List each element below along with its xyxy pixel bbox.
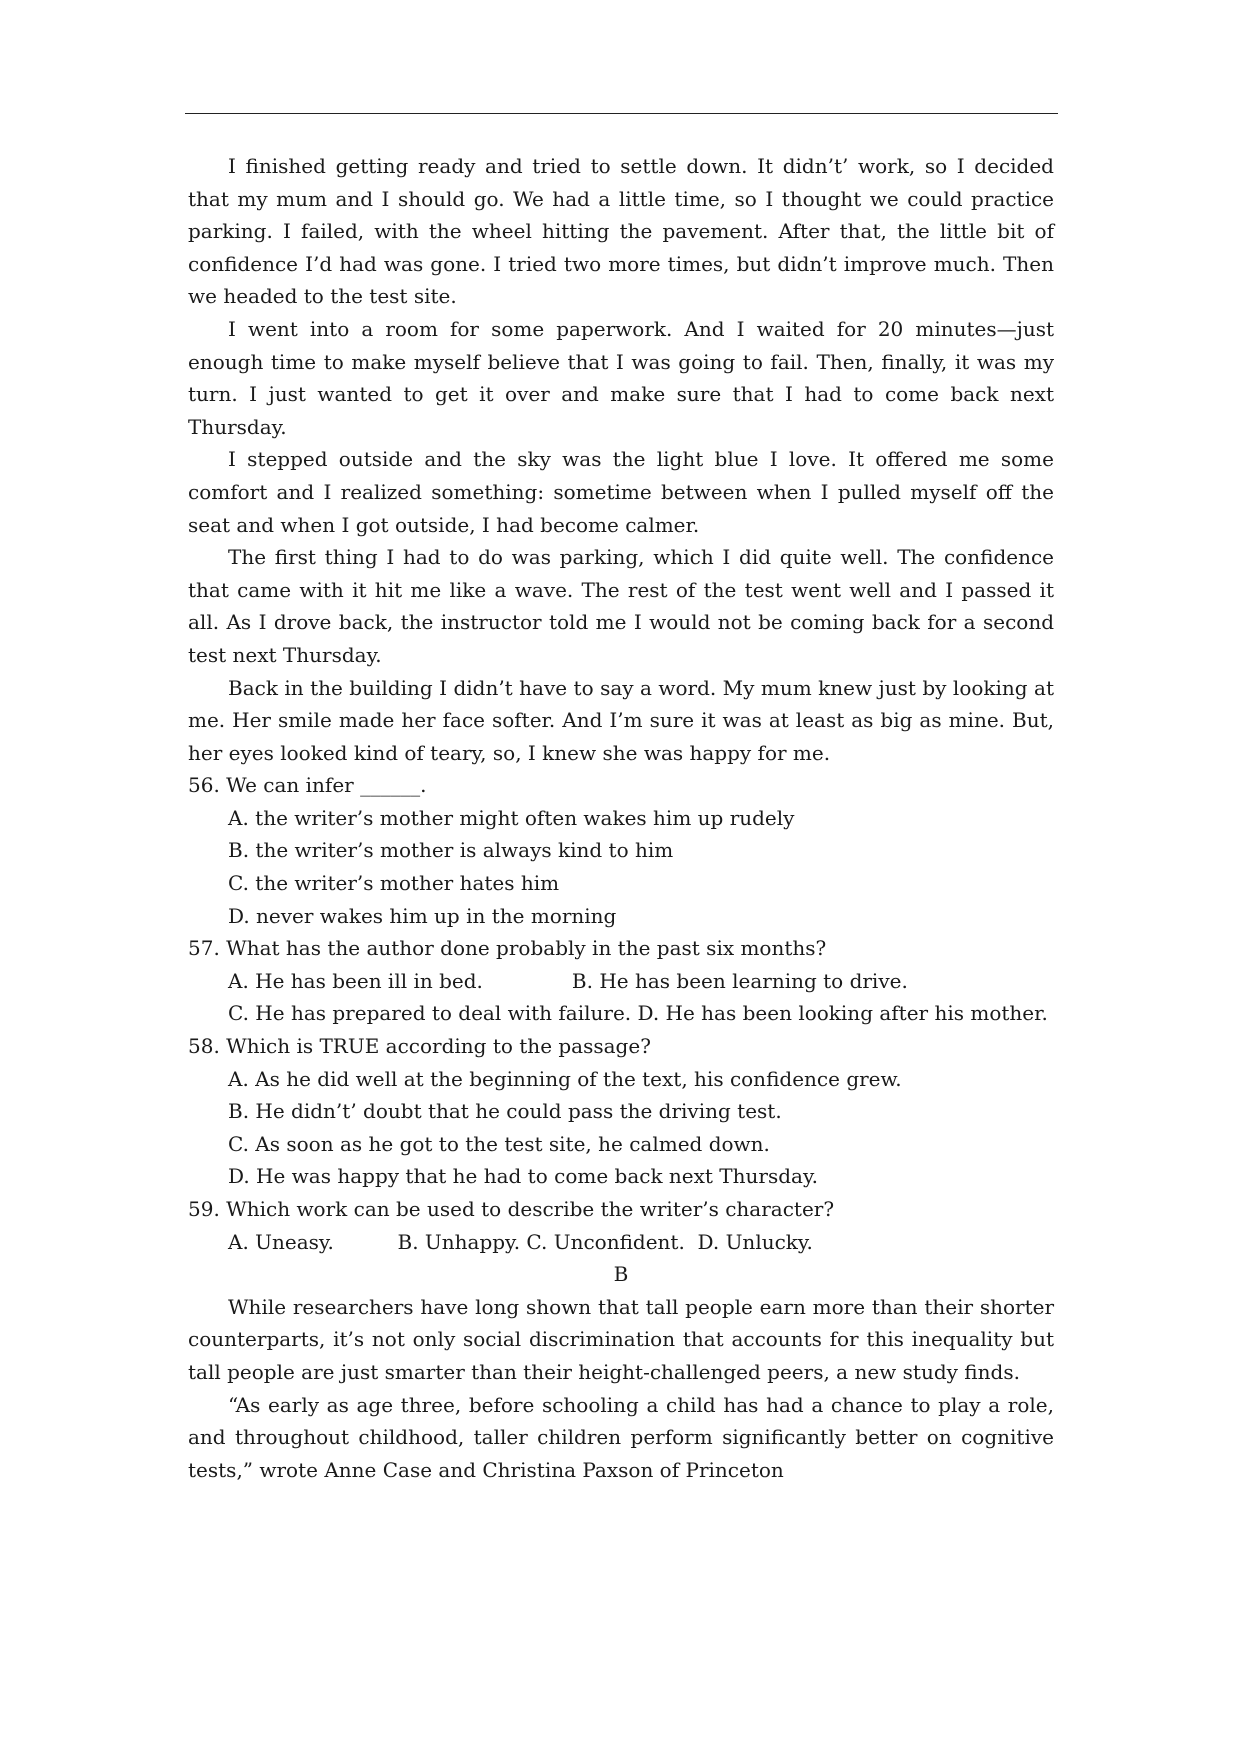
question-56 (188, 769, 1054, 932)
option-a: A. the writer’s mother might often wakes him up rudely (228, 805, 795, 830)
passage-a (188, 150, 1054, 769)
passage-a-paragraph-1: I finished getting ready and tried to settle down. It didn’t’ work, so I decided that my mum and I should go. We had a little time, so I thought we could practice parking. I failed, with the wheel hitting the pavement. After that, the little bit of confidence I’d had was gone. I tried two more times, but didn’t improve much. Then we headed to the test site. (188, 154, 1054, 309)
passage-a-paragraph-2: I went into a room for some paperwork. And I waited for 20 minutes—just enough time to make myself believe that I was going to fail. Then, finally, it was my turn. I just wanted to get it over and make sure that I had to come back next Thursday. (188, 316, 1054, 439)
question-58 (188, 1030, 1054, 1193)
passage-a-paragraph-3: I stepped outside and the sky was the light blue I love. It offered me some comfort and I realized something: sometime between when I pulled myself off the seat and when I got outside, I had become calmer. (188, 447, 1054, 537)
question-57 (188, 932, 1054, 1030)
option-b: B. the writer’s mother is always kind to him (228, 838, 674, 863)
header-rule (185, 113, 1058, 114)
passage-a-paragraph-4: The first thing I had to do was parking, which I did quite well. The confidence that came with it hit me like a wave. The rest of the test went well and I passed it all. As I drove back, the instructor told me I would not be coming back for a second test next Thursday. (188, 545, 1054, 667)
question-stem: 58. Which is TRUE according to the passage? (188, 1034, 651, 1059)
options-c-d: C. He has prepared to deal with failure. D. He has been looking after his mother. (228, 1001, 1048, 1026)
question-stem: 57. What has the author done probably in the past six months? (188, 936, 827, 961)
question-stem: 59. Which work can be used to describe the writer’s character? (188, 1197, 835, 1221)
option-b: B. He didn’t’ doubt that he could pass the driving test. (228, 1099, 782, 1124)
options-a-b: A. He has been ill in bed. B. He has been learning to drive. (228, 968, 908, 993)
option-d: D. He was happy that he had to come back next Thursday. (228, 1164, 818, 1189)
passage-b-paragraph-2: “As early as age three, before schooling a child has had a chance to play a role, and throughout childhood, taller children perform significantly better on cognitive tests,” wrote Anne Case and Christina Paxson of Princeton (188, 1392, 1054, 1482)
document-body (188, 150, 1054, 1486)
passage-b (188, 1291, 1054, 1487)
question-59 (188, 1193, 1054, 1258)
options-row: A. Uneasy. B. Unhappy. C. Unconfident. D. Unlucky. (228, 1229, 813, 1254)
question-stem: 56. We can infer ______. (188, 773, 427, 798)
option-a: A. As he did well at the beginning of the text, his confidence grew. (228, 1066, 902, 1091)
section-heading-b: B (613, 1262, 629, 1287)
passage-a-paragraph-5: Back in the building I didn’t have to say a word. My mum knew just by looking at me. Her smile made her face softer. And I’m sure it was at least as big as mine. But, her eyes looked kind of teary, so, I knew she was happy for me. (188, 675, 1054, 765)
option-c: C. As soon as he got to the test site, he calmed down. (228, 1131, 770, 1156)
option-d: D. never wakes him up in the morning (228, 903, 617, 928)
passage-b-paragraph-1: While researchers have long shown that tall people earn more than their shorter counterparts, it’s not only social discrimination that accounts for this inequality but tall people are just smarter than their height-challenged peers, a new study finds. (188, 1294, 1054, 1384)
option-c: C. the writer’s mother hates him (228, 871, 560, 896)
